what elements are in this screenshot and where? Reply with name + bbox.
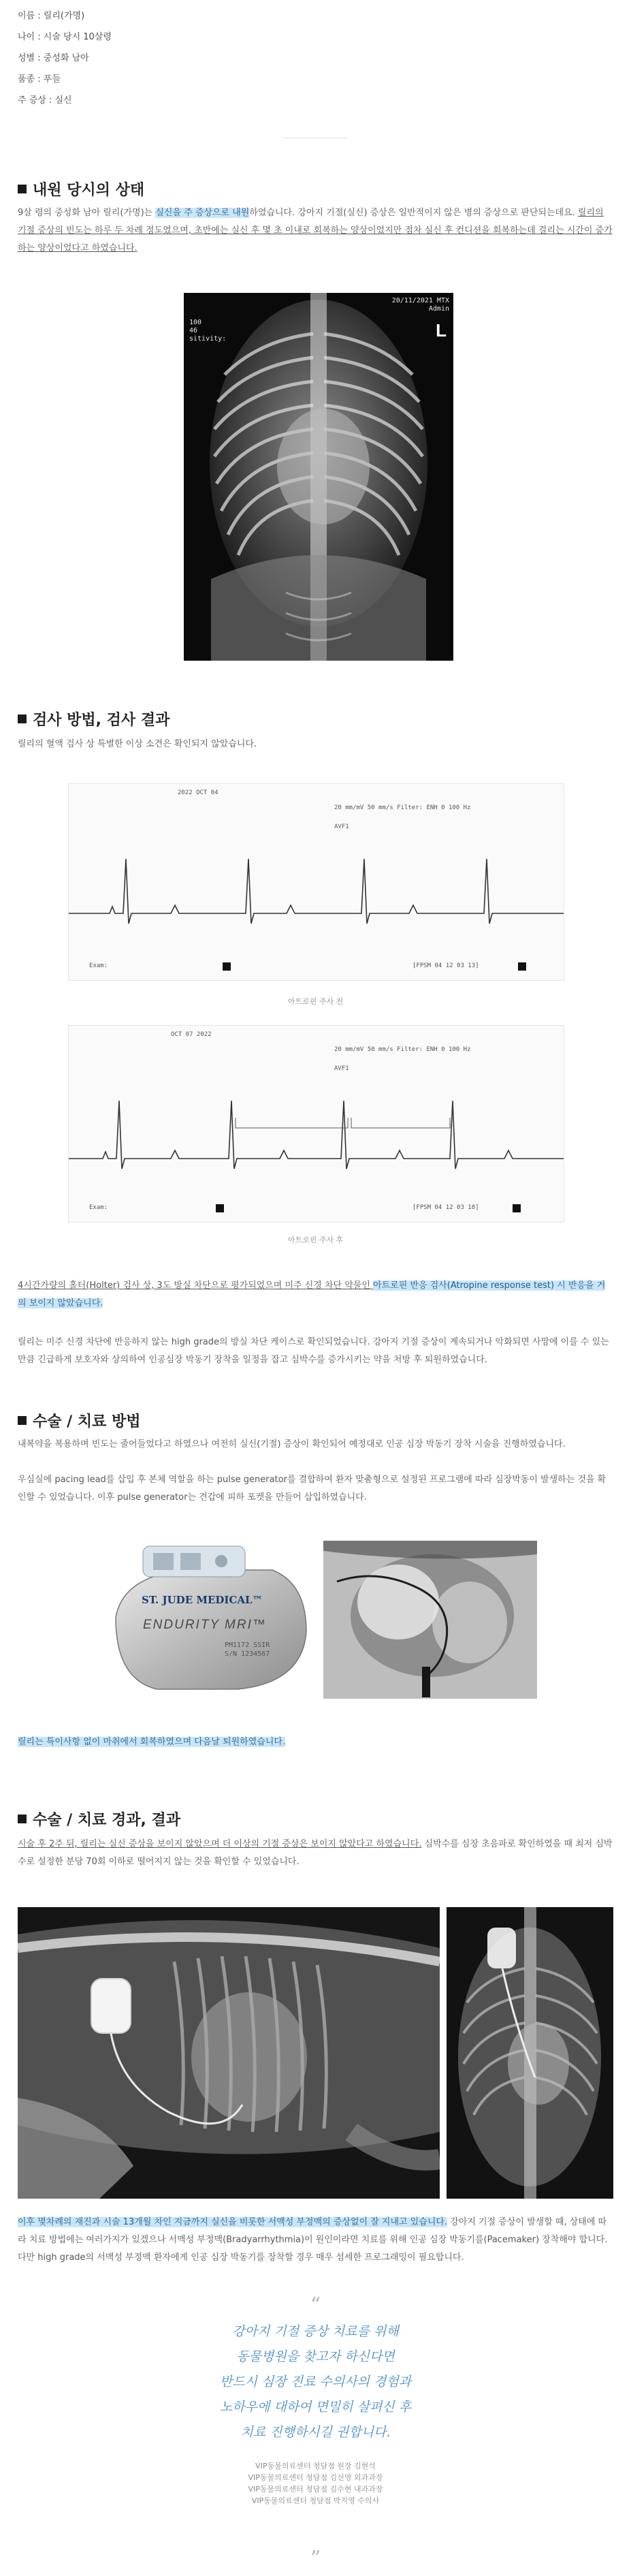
bullet-square-icon xyxy=(18,1416,27,1425)
exam-paragraph-diagnosis: 릴리는 미주 신경 차단에 반응하지 않는 high grade의 방실 차단 케이스로 확인되었습니다. 강아지 기절 증상이 계속되거나 악화되면 사망에 이를 수 있는 만큼 긴급하게 보호자와 상의하여 인공심장 박동기 장착을 일정을 잡고 심박수를 증가시키는 약을 처방 후 퇴원하였습니다. xyxy=(18,1337,609,1365)
ecg-header-right: 20 mm/mV 50 mm/s Filter: ENH 0 100 Hz xyxy=(334,804,471,811)
vd-xray-image xyxy=(447,1907,613,2199)
xray-meta-line: 46 xyxy=(189,327,198,334)
treatment-paragraph-3 xyxy=(18,1733,613,1751)
ecg-header-left: OCT 07 2022 xyxy=(171,1031,212,1038)
text-run: 9살 령의 중성화 남아 릴리(가명)는 xyxy=(18,208,156,218)
quote-line: 반드시 심장 진료 수의사의 경험과 xyxy=(219,2374,412,2389)
bullet-square-icon xyxy=(18,185,27,193)
underlined-text: 4시간가량의 홀터(Holter) 검사 상, 3도 방실 차단으로 평가되었으며 미주 신경 차단 약물인 xyxy=(18,1281,374,1291)
bullet-square-icon xyxy=(18,1815,27,1823)
ecg-caption-after: 아트로핀 주사 후 xyxy=(287,1236,344,1244)
ecg-header-left: 2022 OCT 04 xyxy=(178,789,219,796)
chest-xray-drawing xyxy=(184,293,453,661)
highlight-text: 이후 몇차례의 재진과 시술 13개월 차인 지금까지 실신을 비롯한 서맥성 부정맥의 증상없이 잘 지내고 있습니다. xyxy=(18,2217,448,2227)
underlined-text: 릴리의 기절 증상의 빈도는 하루 두 차례 정도였으며, 초반에는 실신 후 몇 초 이내로 회복하는 양상이었지만 점차 실신 후 컨디션을 회복하는데 걸리는 시간이 증가하는 양상이었다고 하였습니다. xyxy=(18,208,613,253)
section-title-admission xyxy=(18,178,144,200)
xray-meta-line: sitivity: xyxy=(189,335,227,343)
exam-paragraph-holter xyxy=(18,1277,613,1313)
signature-line: VIP동물의료센터 청담점 원장 김현석 xyxy=(255,2462,376,2470)
quote-line: 노하우에 대하여 면밀히 살펴신 후 xyxy=(219,2400,412,2415)
section-title-text: 검사 방법, 검사 결과 xyxy=(33,712,170,729)
outcome-paragraph-1 xyxy=(18,1836,613,1871)
highlight-text: 아트로핀 반응 검사(Atropine response test) 시 반응을 거의 보이지 않았습니다. xyxy=(18,1281,606,1308)
patient-complaint: 주 증상 : 실신 xyxy=(18,95,72,106)
patient-breed: 품종 : 푸들 xyxy=(18,74,61,84)
patient-age: 나이 : 시술 당시 10살령 xyxy=(18,32,112,42)
fluoroscopy-drawing xyxy=(323,1541,537,1699)
quote-close-mark: ” xyxy=(310,2547,321,2571)
text-run: 심박수를 심장 초음파로 확인하였을 때 최저 심박수로 설정한 분당 70회 이하로 떨어지지 않는 것을 확인할 수 있었습니다. xyxy=(18,1839,613,1867)
patient-name: 이름 : 릴리(가명) xyxy=(18,11,85,21)
highlight-text: 실신을 주 증상으로 내원 xyxy=(155,208,250,218)
section-title-text: 수술 / 치료 경과, 결과 xyxy=(33,1812,181,1829)
section-title-text: 내원 당시의 상태 xyxy=(33,182,145,199)
xray-meta-line: Admin xyxy=(428,305,449,313)
text-run: 강아지 기절 증상이 발생할 때, 상태에 따라 치료 방법에는 여러가지가 있겠으나 서맥성 부정맥(Bradyarrhythmia)이 원인이라면 치료를 위해 인공 심장 박동기를(Pacemaker) 장착해야 합니다. 다만 high grade의 서맥성 부정맥 환자에게 인공 심장 박동기를 장착할 경우 매우 섬세한 프로그래밍이 필요합니다. xyxy=(18,2217,608,2263)
xray-side-marker: L xyxy=(436,320,447,341)
patient-sex: 성별 : 중성화 남아 xyxy=(18,53,89,63)
ecg-lead-label: AVF1 xyxy=(334,1065,349,1072)
ecg-strip-after xyxy=(68,1025,564,1223)
device-serial: S/N 1234567 xyxy=(225,1650,270,1658)
section-title-text: 수술 / 치료 방법 xyxy=(33,1413,141,1430)
quote-line: 동물병원을 찾고자 하신다면 xyxy=(236,2349,395,2364)
section-title-treatment xyxy=(18,1410,141,1431)
chest-xray-image xyxy=(184,293,453,661)
ecg-before-drawing xyxy=(69,784,564,980)
ecg-footer-left: Exam: xyxy=(89,962,108,969)
treatment-paragraph-1: 내복약을 복용하며 빈도는 줄어들었다고 하였으나 여전히 실신(기절) 증상이 확인되어 예정대로 인공 심장 박동기 장착 시술을 진행하였습니다. xyxy=(18,1439,566,1449)
bullet-square-icon xyxy=(18,714,27,723)
xray-meta xyxy=(392,297,449,313)
vd-xray-drawing xyxy=(447,1907,613,2199)
lateral-xray-drawing xyxy=(18,1907,440,2199)
ecg-footer-left: Exam: xyxy=(89,1204,108,1211)
ecg-caption-before: 아트로핀 주사 전 xyxy=(287,997,344,1006)
fluoroscopy-image xyxy=(323,1541,537,1699)
exam-paragraph-blood: 릴리의 혈액 검사 상 특별한 이상 소견은 확인되지 않았습니다. xyxy=(18,739,257,749)
quote-line: 강아지 기절 증상 치료를 위해 xyxy=(232,2324,399,2339)
quote-open-mark: “ xyxy=(310,2293,321,2317)
signature-line: VIP동물의료센터 청담점 김수현 내과과장 xyxy=(248,2485,383,2494)
signature-list xyxy=(0,2460,631,2507)
section-title-exam xyxy=(18,708,169,729)
closing-quote xyxy=(0,2319,631,2445)
quote-line: 치료 진행하시길 권합니다. xyxy=(240,2425,391,2440)
outcome-paragraph-2 xyxy=(18,2214,613,2267)
underlined-text: 시술 후 2주 뒤, 릴리는 실신 증상을 보이지 않았으며 더 이상의 기절 증상은 보이지 않았다고 하였습니다. xyxy=(18,1839,422,1849)
signature-line: VIP동물의료센터 청담점 김선영 외과과장 xyxy=(248,2473,383,2482)
xray-meta-line: 20/11/2021 MTX xyxy=(391,297,449,304)
text-run: 하였습니다. 강아지 기절(실신) 증상은 일반적이지 않은 병의 증상으로 판단되는데요. xyxy=(249,208,578,218)
treatment-paragraph-2: 우심실에 pacing lead를 삽입 후 본체 역할을 하는 pulse generator를 결합하여 환자 맞춤형으로 설정된 프로그램에 따라 심장박동이 발생하는 것을 확인할 수 있었습니다. 이후 pulse generator는 견갑에 피하 포켓을 만들어 삽입하였습니다. xyxy=(18,1475,606,1503)
xray-meta-line: 100 xyxy=(189,319,202,326)
section-title-outcome xyxy=(18,1808,180,1829)
device-code: PM1172 SSIR xyxy=(225,1642,270,1649)
ecg-footer-right: [FPSM 04 12 03 18] xyxy=(412,1204,479,1211)
patient-info xyxy=(18,5,112,111)
ecg-lead-label: AVF1 xyxy=(334,823,349,830)
pacemaker-device-image xyxy=(102,1529,319,1706)
device-model: ENDURITY MRI™ xyxy=(143,1618,267,1632)
ecg-header-right: 20 mm/mV 50 mm/s Filter: ENH 0 100 Hz xyxy=(334,1046,471,1053)
ecg-footer-right: [FPSM 04 12 03 13] xyxy=(412,962,479,969)
lateral-xray-image xyxy=(18,1907,440,2199)
signature-line: VIP동물의료센터 청담점 박지영 수의사 xyxy=(251,2496,380,2505)
admission-paragraph xyxy=(18,204,613,257)
device-brand: ST. JUDE MEDICAL™ xyxy=(142,1594,263,1606)
highlight-text: 릴리는 특이사항 없이 마취에서 회복하였으며 다음날 퇴원하였습니다. xyxy=(18,1737,286,1747)
ecg-strip-before xyxy=(68,783,564,981)
ecg-after-drawing xyxy=(69,1026,564,1222)
xray-meta-left xyxy=(189,319,226,343)
